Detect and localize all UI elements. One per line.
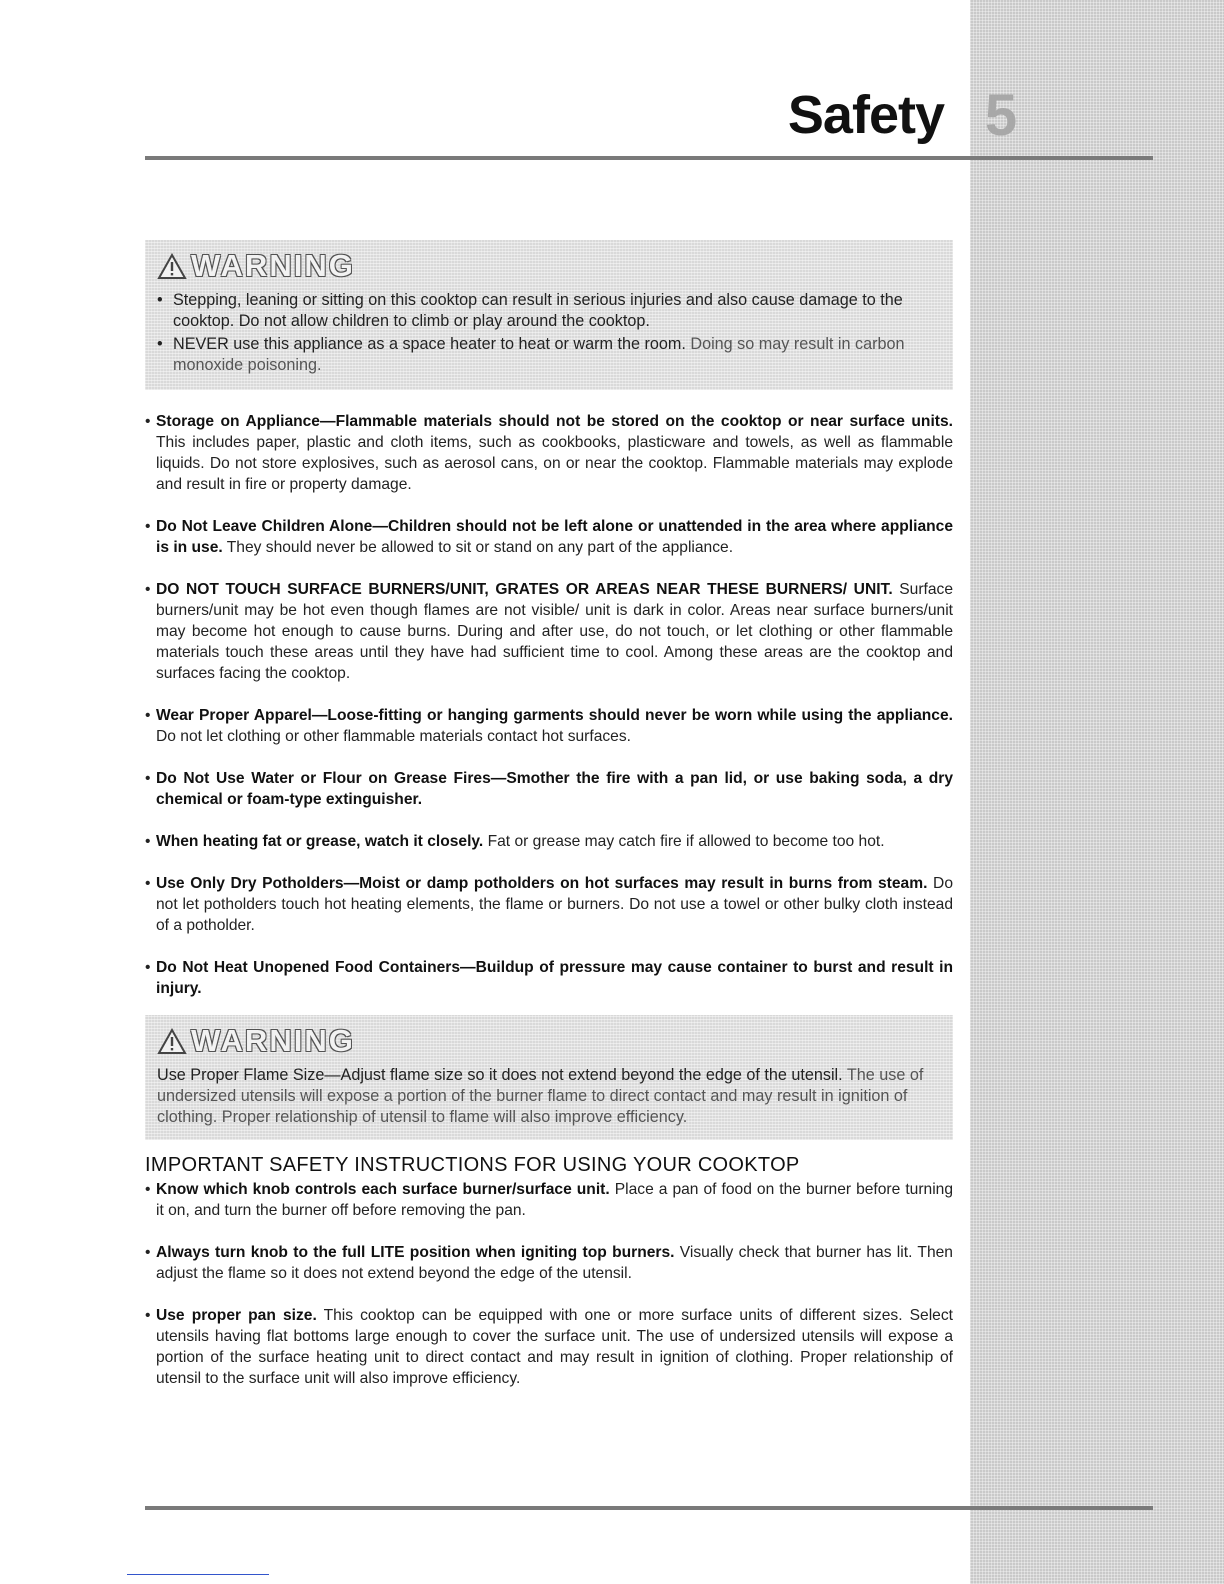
bullet-text: Do not let potholders touch hot heating elements, the flame or burners. Do not use a towel or other bulky cloth instead of a potholder.	[156, 875, 953, 934]
bullet-text: Surface burners/unit may be hot even though flames are not visible/ unit is dark in color. Areas near surface burners/unit may become hot enough to cause burns. During and after use, do not touch, or let clothing or other flammable materials touch these areas until they have had sufficient time to cool. Among these areas are the cooktop and surfaces facing the cooktop.	[156, 581, 953, 682]
safety-bullets	[145, 411, 953, 999]
warning-heading	[157, 248, 941, 284]
bullet-item	[145, 831, 953, 852]
side-halftone-strip	[970, 0, 1224, 1584]
bullet-text: This includes paper, plastic and cloth items, such as cookbooks, plasticware and towels, as well as flammable liquids. Do not store explosives, such as aerosol cans, on or near the cooktop. Flammable materials may explode and result in fire or property damage.	[156, 434, 953, 493]
warning-item-tail: Doing so may result in carbon monoxide poisoning.	[173, 335, 905, 374]
header-rule	[145, 156, 1153, 160]
bullet-item	[145, 705, 953, 747]
bullet-bold-lead: Use proper pan size.	[156, 1307, 317, 1324]
bullet-bold-lead: When heating fat or grease, watch it closely.	[156, 833, 484, 850]
warning-box-2	[145, 1015, 953, 1140]
bullet-text: They should never be allowed to sit or stand on any part of the appliance.	[222, 539, 734, 556]
footer-link-line	[127, 1574, 269, 1575]
warning-paragraph: Use Proper Flame Size—Adjust flame size so it does not extend beyond the edge of the utensil. The use of undersized utensils will expose a portion of the burner flame to direct contact and may result in ignition of clothing. Proper relationship of utensil to flame will also improve efficiency.	[157, 1066, 924, 1126]
cooktop-instructions-bullets	[145, 1179, 953, 1389]
bullet-bold-lead: Do Not Use Water or Flour on Grease Fires—Smother the fire with a pan lid, or use baking soda, a dry chemical or foam-type extinguisher.	[156, 770, 953, 808]
bullet-bold-lead: DO NOT TOUCH SURFACE BURNERS/UNIT, GRATES OR AREAS NEAR THESE BURNERS/ UNIT.	[156, 581, 893, 598]
warning-item: • Stepping, leaning or sitting on this cooktop can result in serious injuries and also cause damage to the cooktop. Do not allow children to climb or play around the cooktop.	[157, 290, 941, 332]
bullet-bold-lead: Do Not Heat Unopened Food Containers—Buildup of pressure may cause container to burst and result in injury.	[156, 959, 953, 997]
footer-rule	[145, 1506, 1153, 1510]
bullet-item	[145, 516, 953, 558]
bullet-bold-lead: Know which knob controls each surface burner/surface unit.	[156, 1181, 610, 1198]
warning-label: WARNING	[191, 248, 355, 283]
bullet-bold-lead: Use Only Dry Potholders—Moist or damp potholders on hot surfaces may result in burns from steam.	[156, 875, 928, 892]
warning-list	[157, 290, 941, 376]
bullet-bold-lead: Storage on Appliance—Flammable materials should not be stored on the cooktop or near surface units.	[156, 413, 953, 430]
bullet-text: Visually check that burner has lit. Then adjust the flame so it does not extend beyond the edge of the utensil.	[156, 1244, 953, 1282]
bullet-item	[145, 873, 953, 936]
warning-triangle-icon	[157, 253, 187, 280]
bullet-text: Fat or grease may catch fire if allowed to become too hot.	[483, 833, 885, 850]
warning-box-1	[145, 240, 953, 390]
bullet-item	[145, 1179, 953, 1221]
bullet-text: Place a pan of food on the burner before turning it on, and turn the burner off before removing the pan.	[156, 1181, 954, 1219]
bullet-item	[145, 1242, 953, 1284]
page-number: 5	[984, 83, 1018, 148]
warning-heading	[157, 1023, 941, 1059]
bullet-bold-lead: Do Not Leave Children Alone—Children should not be left alone or unattended in the area where appliance is in use.	[156, 518, 953, 556]
bullet-bold-lead: Always turn knob to the full LITE position when igniting top burners.	[156, 1244, 675, 1261]
bullet-item	[145, 411, 953, 495]
bullet-bold-lead: Wear Proper Apparel—Loose-fitting or hanging garments should never be worn while using the appliance.	[156, 707, 953, 724]
main-content	[145, 240, 953, 1389]
section-title: IMPORTANT SAFETY INSTRUCTIONS FOR USING YOUR COOKTOP	[145, 1154, 800, 1176]
bullet-item	[145, 957, 953, 999]
warning-triangle-icon	[157, 1028, 187, 1055]
warning-item: • NEVER use this appliance as a space heater to heat or warm the room. Doing so may result in carbon monoxide poisoning.	[157, 334, 941, 376]
bullet-item	[145, 579, 953, 684]
bullet-text: Do not let clothing or other flammable materials contact hot surfaces.	[156, 728, 631, 745]
bullet-item	[145, 1305, 953, 1389]
bullet-item	[145, 768, 953, 810]
bullet-text: This cooktop can be equipped with one or more surface units of different sizes. Select utensils having flat bottoms large enough to cover the surface unit. The use of undersized utensils will expose a portion of the surface heating unit to direct contact and may result in ignition of clothing. Proper relationship of utensil to the surface unit will also improve efficiency.	[156, 1307, 953, 1387]
warning-label: WARNING	[191, 1023, 355, 1058]
page-title: Safety	[787, 85, 944, 145]
